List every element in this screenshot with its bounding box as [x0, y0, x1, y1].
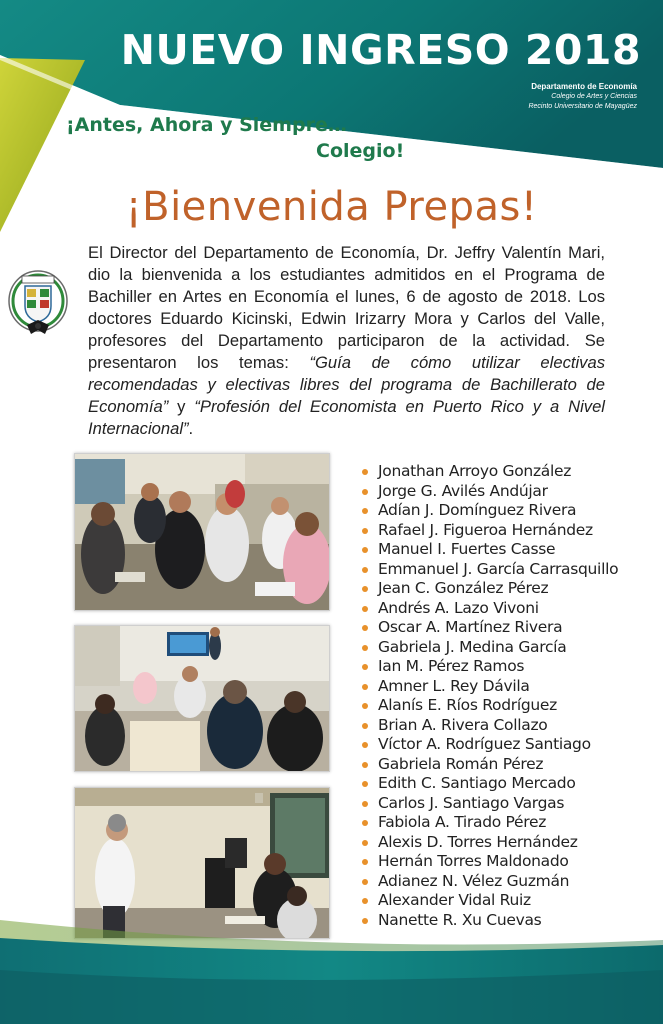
slogan-line2: Colegio!: [316, 140, 405, 162]
topic-two: “Profesión del Economista en Puerto Rico y a Nivel Internacional”: [88, 397, 605, 438]
list-item: Oscar A. Martínez Rivera: [360, 618, 618, 638]
list-item: Alexander Vidal Ruiz: [360, 891, 618, 911]
list-item: Adían J. Domínguez Rivera: [360, 501, 618, 521]
list-item: Carlos J. Santiago Vargas: [360, 794, 618, 814]
welcome-headline: ¡Bienvenida Prepas!: [125, 184, 538, 230]
list-item: Rafael J. Figueroa Hernández: [360, 521, 618, 541]
list-item: Gabriela J. Medina García: [360, 638, 618, 658]
list-item: Jorge G. Avilés Andújar: [360, 482, 618, 502]
list-item: Víctor A. Rodríguez Santiago: [360, 735, 618, 755]
list-item: Nanette R. Xu Cuevas: [360, 911, 618, 931]
intro-connector: y: [168, 397, 195, 416]
list-item: Jean C. González Pérez: [360, 579, 618, 599]
footer-wave: [0, 900, 663, 1024]
list-item: Adianez N. Vélez Guzmán: [360, 872, 618, 892]
list-item: Gabriela Román Pérez: [360, 755, 618, 775]
list-item: Andrés A. Lazo Vivoni: [360, 599, 618, 619]
department-name: Departamento de Economía: [531, 82, 637, 91]
department-info: [528, 82, 637, 112]
list-item: Amner L. Rey Dávila: [360, 677, 618, 697]
list-item: Hernán Torres Maldonado: [360, 852, 618, 872]
college-name: Colegio de Artes y Ciencias: [551, 93, 637, 100]
list-item: Edith C. Santiago Mercado: [360, 774, 618, 794]
list-item: Alexis D. Torres Hernández: [360, 833, 618, 853]
topic-one: “Guía de cómo utilizar electivas recomendadas y electivas libres del programa de Bachillerato de Economía”: [88, 353, 605, 416]
intro-paragraph: [88, 242, 605, 440]
list-item: Alanís E. Ríos Rodríguez: [360, 696, 618, 716]
page-title: NUEVO INGRESO 2018: [120, 26, 641, 74]
list-item: Ian M. Pérez Ramos: [360, 657, 618, 677]
photo-classroom-students: [74, 453, 330, 611]
intro-text: El Director del Departamento de Economía, Dr. Jeffry Valentín Mari, dio la bienvenida a los estudiantes admitidos en el Programa de Bachiller en Artes en Economía el lunes, 6 de agosto de 2018. Los doctores Eduardo Kicinski, Edwin Irizarry Mora y Carlos del Valle, profesores del Departamento participaron de la actividad. Se presentaron los temas:: [88, 243, 605, 372]
list-item: Fabiola A. Tirado Pérez: [360, 813, 618, 833]
list-item: Manuel I. Fuertes Casse: [360, 540, 618, 560]
economics-crest-logo: [7, 268, 69, 338]
intro-ending: .: [188, 419, 194, 438]
photo-presentation: [74, 625, 330, 772]
slogan-line1: ¡Antes, Ahora y Siempre…: [66, 114, 347, 136]
list-item: Brian A. Rivera Collazo: [360, 716, 618, 736]
student-list: [360, 462, 618, 930]
list-item: Emmanuel J. García Carrasquillo: [360, 560, 618, 580]
campus-name: Recinto Universitario de Mayagüez: [528, 103, 637, 110]
list-item: Jonathan Arroyo González: [360, 462, 618, 482]
